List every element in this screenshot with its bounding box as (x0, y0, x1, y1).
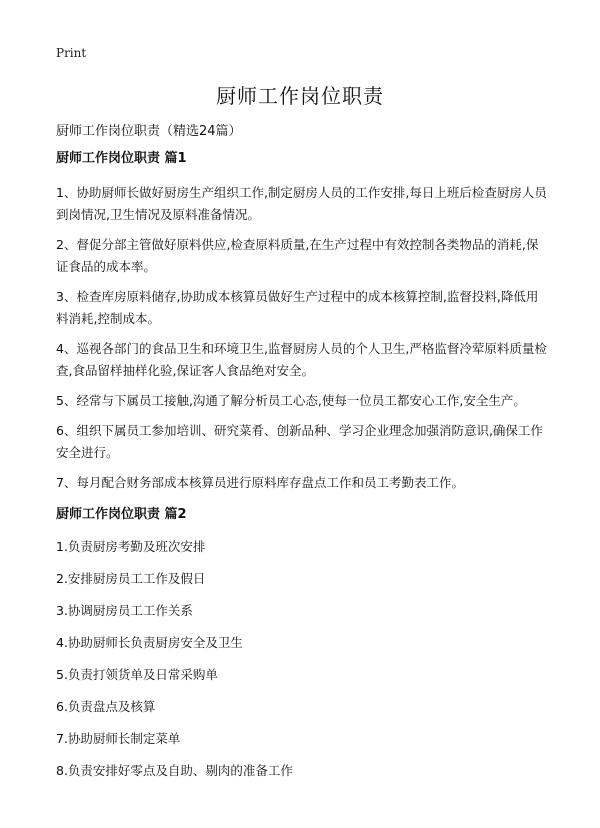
section-1-item: 5、经常与下属员工接触,沟通了解分析员工心态,使每一位员工都安心工作,安全生产。 (56, 393, 526, 408)
section-1-item: 1、协助厨师长做好厨房生产组织工作,制定厨房人员的工作安排,每日上班后检查厨房人员到岗情况,卫生情况及原料准备情况。 (56, 185, 547, 222)
section-2-item: 8.负责安排好零点及自助、剔肉的准备工作 (56, 763, 293, 778)
section-2-item: 7.协助厨师长制定菜单 (56, 731, 181, 746)
section-2-item: 4.协助厨师长负责厨房安全及卫生 (56, 635, 243, 650)
section-1-item: 3、检查库房原料储存,协助成本核算员做好生产过程中的成本核算控制,监督投料,降低用料消耗,控制成本。 (56, 289, 539, 326)
section-2-item: 3.协调厨房员工工作关系 (56, 603, 193, 618)
section-2-item: 6.负责盘点及核算 (56, 699, 156, 714)
section-1-item: 6、组织下属员工参加培训、研究菜肴、创新品种、学习企业理念加强消防意识,确保工作安全进行。 (56, 423, 543, 460)
document-body (56, 150, 550, 794)
section-1-item: 4、巡视各部门的食品卫生和环境卫生,监督厨房人员的个人卫生,严格监督冷荤原料质量检查,食品留样抽样化验,保证客人食品绝对安全。 (56, 341, 547, 378)
section-2-heading: 厨师工作岗位职责 篇2 (56, 507, 187, 522)
section-1 (56, 150, 550, 494)
section-2-item: 2.安排厨房员工工作及假日 (56, 571, 206, 586)
document-title: 厨师工作岗位职责 (216, 84, 384, 108)
section-1-item: 2、督促分部主管做好原料供应,检查原料质量,在生产过程中有效控制各类物品的消耗,保证食品的成本率。 (56, 237, 539, 274)
section-2-item: 1.负责厨房考勤及班次安排 (56, 539, 206, 554)
section-1-heading: 厨师工作岗位职责 篇1 (56, 151, 187, 166)
section-1-item: 7、每月配合财务部成本核算员进行原料库存盘点工作和员工考勤表工作。 (56, 475, 464, 490)
section-2 (56, 506, 550, 780)
document-subtitle: 厨师工作岗位职责（精选24篇） (56, 124, 242, 139)
print-link[interactable]: Print (56, 46, 87, 60)
section-2-item: 5.负责打领货单及日常采购单 (56, 667, 218, 682)
